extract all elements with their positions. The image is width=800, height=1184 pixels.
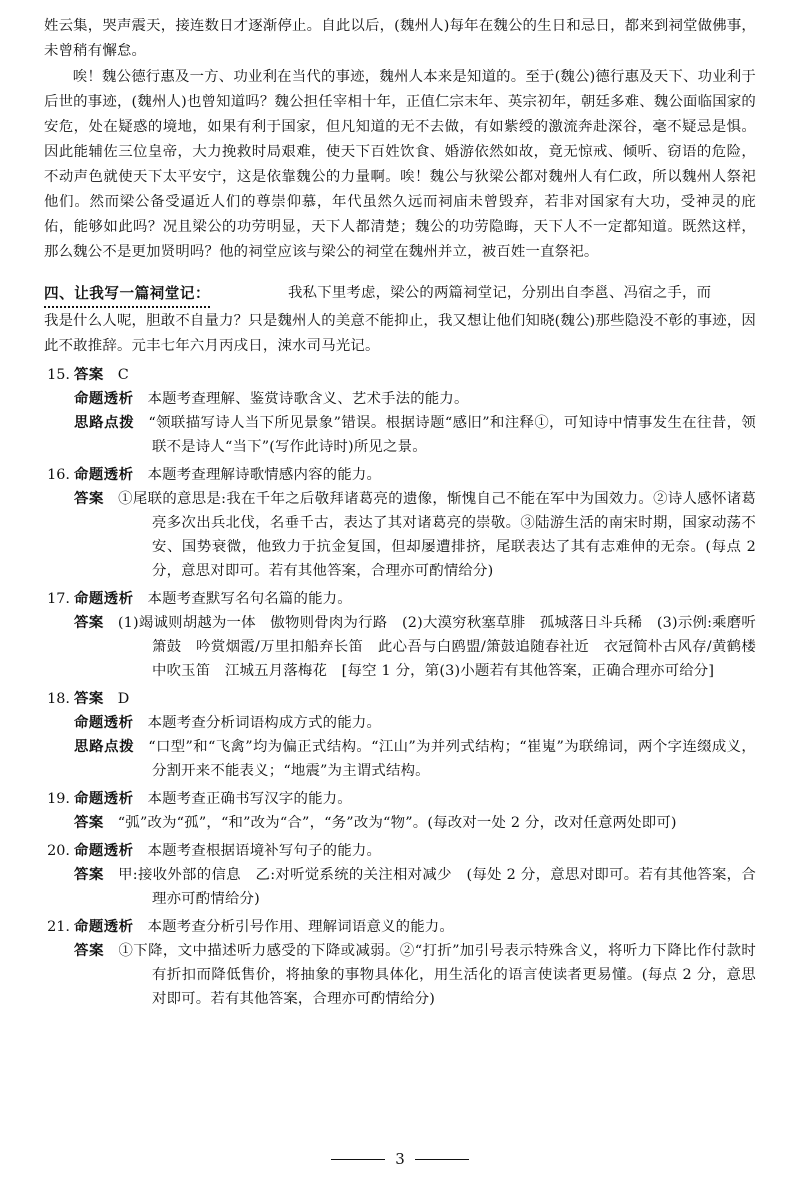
q21-answer-text: ①下降，文中描述听力感受的下降或减弱。②“打折”加引号表示特殊含义，将听力下降比作付款时有折扣而降低售价，将抽象的事物具体化，用生活化的语言使读者更易懂。(每点 2 分，意思对即可。若有其他答案，合理亦可酌情给分) bbox=[118, 943, 756, 1007]
q17-analysis-label: 命题透析 bbox=[74, 590, 134, 607]
question-block-15 bbox=[44, 363, 756, 459]
writing-section-title: 四、让我写一篇祠堂记： bbox=[44, 281, 210, 308]
q17-answer-line bbox=[74, 611, 756, 683]
page-footer bbox=[0, 1150, 800, 1168]
q18-analysis-text: 本题考查分析词语构成方式的能力。 bbox=[147, 715, 382, 731]
question-number-19: 19. bbox=[47, 791, 70, 807]
question-number-15: 15. bbox=[47, 367, 70, 383]
footer-rule-left bbox=[331, 1159, 385, 1160]
q16-answer-text: ①尾联的意思是:我在千年之后敬拜诸葛亮的遗像，惭愧自己不能在军中为国效力。②诗人感怀诸葛亮多次出兵北伐，名垂千古，表达了其对诸葛亮的崇敬。③陆游生活的南宋时期，国家动荡不安、国势衰微，他致力于抗金复国，但却屡遭排挤，尾联表达了其有志难伸的无奈。(每点 2 分，意思对即可。若有其他答案，合理亦可酌情给分) bbox=[118, 491, 756, 579]
q15-answer-line bbox=[74, 363, 756, 387]
q19-analysis-line bbox=[74, 787, 756, 811]
footer-rule-right bbox=[415, 1159, 469, 1160]
q21-analysis-label: 命题透析 bbox=[74, 918, 134, 935]
q16-analysis-text: 本题考查理解诗歌情感内容的能力。 bbox=[147, 467, 382, 483]
q15-hint-line bbox=[74, 411, 756, 459]
q15-answer-text: C bbox=[117, 367, 130, 383]
q15-hint-text: “领联描写诗人当下所见景象”错误。根据诗题“感旧”和注释①，可知诗中情事发生在往昔，领联不是诗人“当下”(写作此诗时)所见之景。 bbox=[148, 415, 756, 455]
q15-analysis-line bbox=[74, 387, 756, 411]
q19-analysis-label: 命题透析 bbox=[74, 790, 134, 807]
q17-analysis-line bbox=[74, 587, 756, 611]
question-number-16: 16. bbox=[47, 467, 70, 483]
q19-answer-label: 答案 bbox=[74, 814, 104, 831]
q17-answer-label: 答案 bbox=[74, 614, 104, 631]
q20-analysis-text: 本题考查根据语境补写句子的能力。 bbox=[147, 843, 382, 859]
q20-answer-text: 甲:接收外部的信息 乙:对听觉系统的关注相对减少 (每处 2 分，意思对即可。若有其他答案，合理亦可酌情给分) bbox=[118, 867, 756, 907]
q15-hint-label: 思路点拨 bbox=[74, 414, 135, 431]
q15-analysis-text: 本题考查理解、鉴赏诗歌含义、艺术手法的能力。 bbox=[147, 391, 469, 407]
q16-analysis-line bbox=[74, 463, 756, 487]
q18-analysis-line bbox=[74, 711, 756, 735]
q21-analysis-line bbox=[74, 915, 756, 939]
q18-answer-text: D bbox=[117, 691, 130, 707]
q21-answer-label: 答案 bbox=[74, 942, 105, 959]
q19-analysis-text: 本题考查正确书写汉字的能力。 bbox=[147, 791, 352, 807]
question-block-19 bbox=[44, 787, 756, 835]
question-number-17: 17. bbox=[47, 591, 70, 607]
q18-hint-label: 思路点拨 bbox=[74, 738, 135, 755]
q18-answer-line bbox=[74, 687, 756, 711]
q20-answer-line bbox=[74, 863, 756, 911]
q15-analysis-label: 命题透析 bbox=[74, 390, 134, 407]
q18-hint-text: “口型”和“飞禽”均为偏正式结构。“江山”为并列式结构；“崔嵬”为联绵词，两个字连缀成义，分割开来不能表义；“地震”为主谓式结构。 bbox=[148, 739, 756, 779]
q18-hint-line bbox=[74, 735, 756, 783]
question-number-20: 20. bbox=[47, 843, 70, 859]
body-paragraph-2: 唉！魏公德行惠及一方、功业利在当代的事迹，魏州人本来是知道的。至于(魏公)德行惠及天下、功业利于后世的事迹，(魏州人)也曾知道吗？魏公担任宰相十年，正值仁宗末年、英宗初年，朝廷多难、魏公面临国家的安危，处在疑惑的境地，如果有利于国家，但凡知道的无不去做，有如紫绶的激流奔赴深谷，毫不疑忌是惧。因此能辅佐三位皇帝，大力挽救时局艰难，使天下百姓饮食、婚游依然如故，竟无惊戒、倾听、窃语的危险，不动声色就使天下太平安宁，这是依靠魏公的力量啊。唉！魏公与狄梁公都对魏州人有仁政，所以魏州人祭祀他们。然而梁公备受逼近人们的尊崇仰慕，年代虽然久远而祠庙未曾毁弃，若非对国家有大功，受神灵的庇佑，能够如此吗？况且梁公的功劳明显，天下人都清楚；魏公的功劳隐晦，天下人不一定都知道。既然这样，那么魏公不是更加贤明吗？他的祠堂应该与梁公的祠堂在魏州并立，被百姓一直祭祀。 bbox=[44, 69, 756, 260]
q16-answer-line bbox=[74, 487, 756, 583]
question-block-16 bbox=[44, 463, 756, 583]
q20-analysis-line bbox=[74, 839, 756, 863]
body-paragraph-1: 姓云集，哭声震天，接连数日才逐渐停止。自此以后，(魏州人)每年在魏公的生日和忌日，都来到祠堂做佛事，未曾稍有懈怠。 bbox=[44, 18, 756, 59]
q18-analysis-label: 命题透析 bbox=[74, 714, 134, 731]
q20-analysis-label: 命题透析 bbox=[74, 842, 134, 859]
question-number-21: 21. bbox=[47, 919, 70, 935]
q16-analysis-label: 命题透析 bbox=[74, 466, 134, 483]
question-number-18: 18. bbox=[47, 691, 70, 707]
question-block-21 bbox=[44, 915, 756, 1011]
writing-section-heading-row bbox=[44, 281, 756, 308]
q15-answer-label: 答案 bbox=[74, 366, 104, 383]
q21-analysis-text: 本题考查分析引号作用、理解词语意义的能力。 bbox=[147, 919, 454, 935]
q19-answer-line bbox=[74, 811, 756, 835]
writing-section-tail: 我私下里考虑，梁公的两篇祠堂记，分别出自李邕、冯宿之手，而 bbox=[288, 285, 712, 301]
q17-analysis-text: 本题考查默写名句名篇的能力。 bbox=[147, 591, 352, 607]
question-block-17 bbox=[44, 587, 756, 683]
question-block-18 bbox=[44, 687, 756, 783]
writing-section-continuation: 我是什么人呢，胆敢不自量力？只是魏州人的美意不能抑止，我又想让他们知晓(魏公)那些隐没不彰的事迹，因此不敢推辞。元丰七年六月丙戌日，涑水司马光记。 bbox=[44, 313, 756, 354]
q20-answer-label: 答案 bbox=[74, 866, 104, 883]
q21-answer-line bbox=[74, 939, 756, 1011]
page-number: 3 bbox=[395, 1150, 405, 1168]
question-block-20 bbox=[44, 839, 756, 911]
q17-answer-text: (1)竭诚则胡越为一体 傲物则骨肉为行路 (2)大漠穷秋塞草腓 孤城落日斗兵稀 (3)示例:乘磨听箫鼓 吟赏烟霞/万里扣船弃长笛 此心吾与白鸥盟/箫鼓追随春社近 衣冠简朴古风存/黄鹤楼中吹玉笛 江城五月落梅花 [每空 1 分，第(3)小题若有其他答案，正确合理亦可给分] bbox=[117, 615, 756, 679]
q18-answer-label: 答案 bbox=[74, 690, 104, 707]
q16-answer-label: 答案 bbox=[74, 490, 105, 507]
q19-answer-text: “弧”改为“孤”，“和”改为“合”，“务”改为“物”。(每改对一处 2 分，改对任意两处即可) bbox=[117, 815, 677, 831]
